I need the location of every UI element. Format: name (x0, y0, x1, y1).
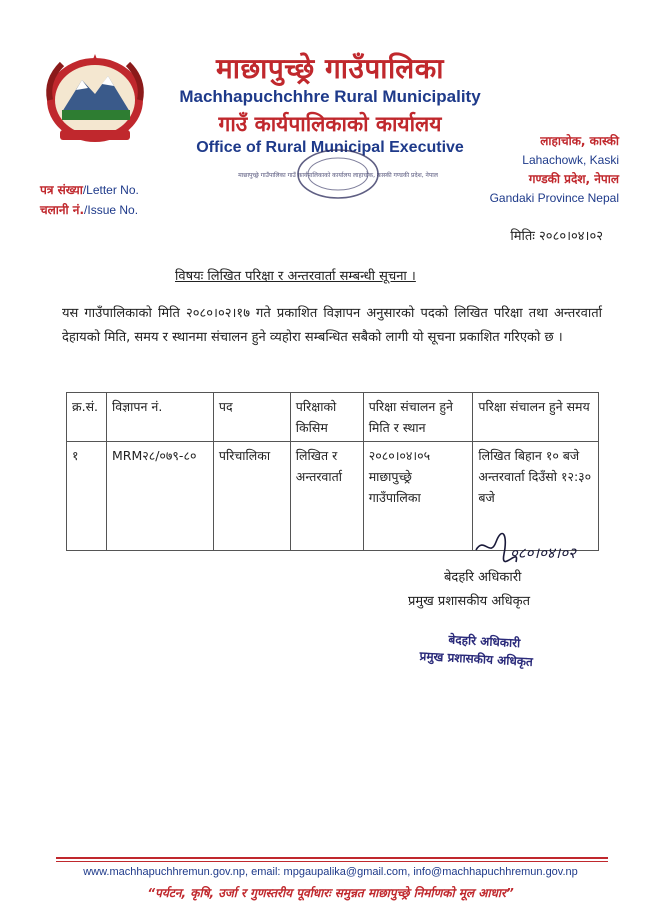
reference-labels (40, 180, 139, 220)
exam-date: २०८०।०४।०५ (368, 448, 431, 463)
name-stamp (419, 629, 534, 671)
cell-post: परिचालिका (213, 442, 290, 551)
office-title-en: Office of Rural Municipal Executive (196, 139, 464, 156)
signatory-title: प्रमुख प्रशासकीय अधिकृत (408, 594, 531, 609)
address-line1-np: लाहाचोक, कास्की (540, 134, 619, 148)
exam-place: माछापुच्छ्रे गाउँपालिका (368, 469, 421, 505)
municipality-title-np: माछापुच्छ्रे गाउँपालिका (216, 52, 444, 85)
handwritten-date: ०८०।०४।०२ (510, 544, 576, 562)
written-time: लिखित बिहान १० बजे (478, 448, 580, 463)
col-header-exam-type: परिक्षाको किसिम (290, 393, 363, 442)
col-header-time: परिक्षा संचालन हुने समय (473, 393, 599, 442)
col-header-sn: क्र.सं. (67, 393, 107, 442)
address-line2-en: Gandaki Province Nepal (489, 191, 619, 205)
office-seal-icon (238, 146, 438, 202)
interview-time: अन्तरवार्ता दिउँसो १२:३० बजे (478, 469, 592, 505)
municipality-title-en: Machhapuchchhre Rural Municipality (179, 87, 481, 106)
table-header-row (67, 393, 599, 442)
nepal-emblem-icon (40, 50, 150, 145)
cell-sn: १ (67, 442, 107, 551)
footer-slogan: “पर्यटन, कृषि, उर्जा र गुणस्तरीय पूर्वाधारः समुन्नत माछापुच्छ्रे निर्माणको मूल आधार” (147, 886, 514, 900)
cell-ad-no: MRM२८/०७९-८० (106, 442, 213, 551)
stamp-name: बेदहरि अधिकारी (448, 632, 521, 651)
footer-contact: www.machhapuchhremun.gov.np, email: mpgaupalika@gmail.com, info@machhapuchhremun.gov.np (83, 866, 578, 878)
notice-date: मितिः २०८०।०४।०२ (510, 229, 603, 244)
notice-subject: विषयः लिखित परिक्षा र अन्तरवार्ता सम्बन्धी सूचना । (175, 269, 416, 284)
signatory-block (408, 566, 588, 614)
col-header-ad-no: विज्ञापन नं. (106, 393, 213, 442)
notice-body: यस गाउँपालिकाको मिति २०८०।०२।१७ गते प्रकाशित विज्ञापन अनुसारको पदको लिखित परिक्षा तथा अन्तरवार्ता देहायको मिति, समय र स्थानमा संचालन हुने व्यहोरा सम्बन्धित सबैको लागी यो सूचना प्रकाशित गरिएको छ । (62, 306, 602, 345)
office-address (490, 132, 619, 208)
footer-divider (56, 857, 608, 859)
col-header-date-place: परिक्षा संचालन हुने मिति र स्थान (363, 393, 473, 442)
col-header-post: पद (213, 393, 290, 442)
address-line1-en: Lahachowk, Kaski (522, 153, 619, 167)
signatory-name: बेदहरि अधिकारी (444, 570, 522, 585)
address-line2-np: गण्डकी प्रदेश, नेपाल (528, 172, 619, 186)
footer-divider-thin (56, 861, 608, 862)
stamp-title: प्रमुख प्रशासकीय अधिकृत (419, 649, 534, 669)
cell-date-place (363, 442, 473, 551)
issue-no-label: चलानी नं./Issue No. (40, 203, 139, 217)
handwritten-signature (470, 528, 590, 570)
letterhead (150, 52, 510, 158)
letter-no-label: पत्र संख्या/Letter No. (40, 183, 139, 197)
office-title-np: गाउँ कार्यपालिकाको कार्यालय (218, 112, 442, 136)
seal-text: माछापुच्छ्रे गाउँपालिका गाउँ कार्यपालिकाको कार्यालय लाहाचोक, कास्की गण्डकी प्रदेश, नेपाल (238, 172, 438, 179)
cell-exam-type: लिखित र अन्तरवार्ता (290, 442, 363, 551)
